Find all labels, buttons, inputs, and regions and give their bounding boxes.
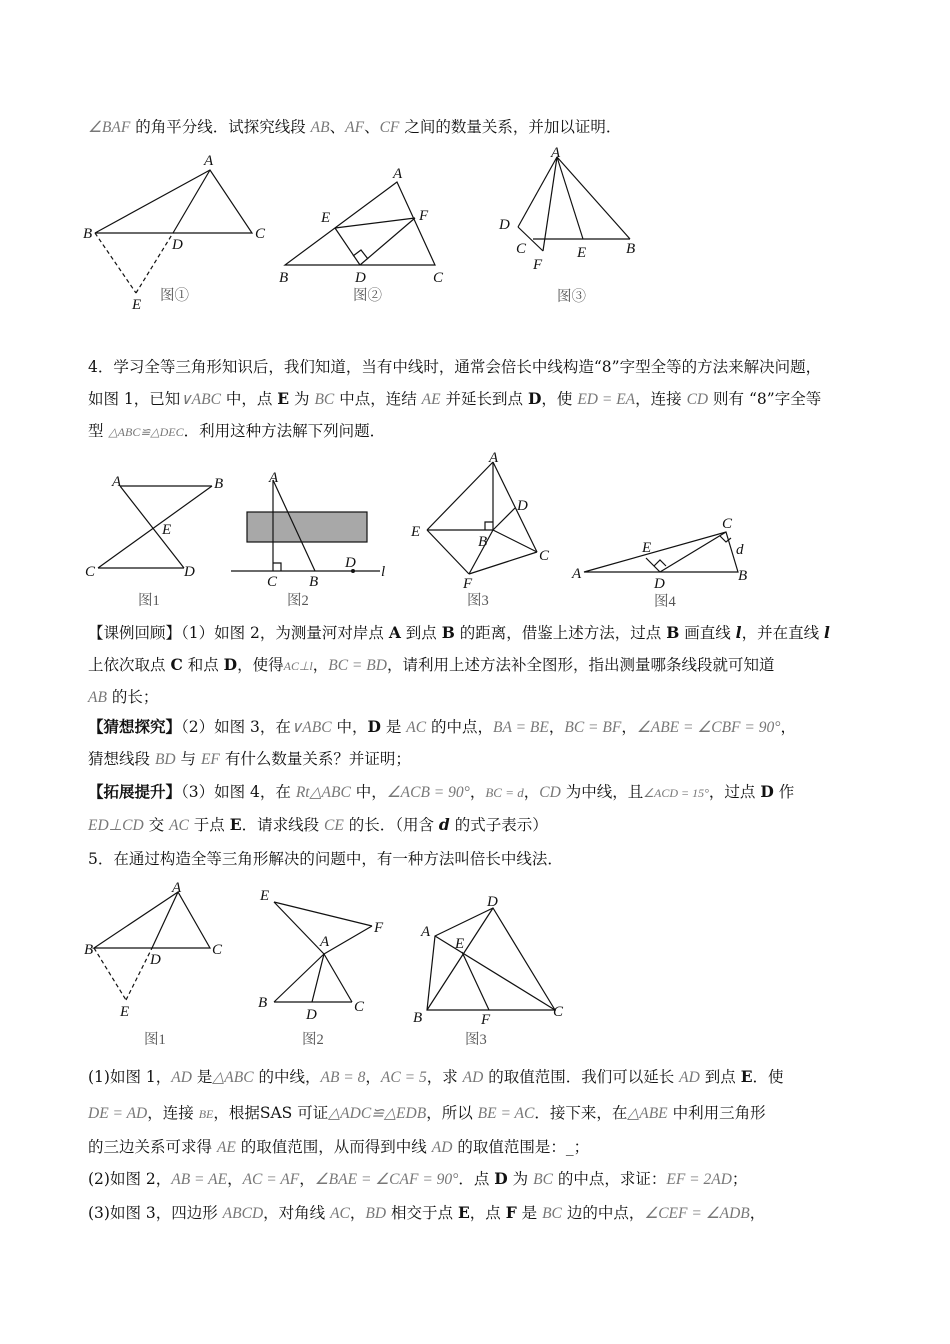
svg-text:B: B (214, 476, 224, 492)
p4-line3: 型 △ABC≌△DEC．利用这种方法解下列问题． (88, 422, 386, 440)
svg-text:C: C (255, 226, 266, 242)
svg-text:D: D (306, 1007, 317, 1023)
svg-text:E: E (120, 1004, 130, 1020)
svg-text:F: F (533, 257, 543, 273)
intro-line: ∠BAF 的角平分线．试探究线段 AB、AF、CF 之间的数量关系，并加以证明． (88, 118, 622, 136)
caption: 图2 (302, 1032, 324, 1048)
p5-figure-3 (405, 886, 585, 1050)
svg-text:d: d (736, 542, 744, 558)
math-angle-baf: ∠BAF (88, 119, 131, 136)
svg-text:E: E (260, 888, 270, 904)
p5-s1-line3: 的三边关系可求得 AE 的取值范围，从而得到中线 AD 的取值范围是：_； (88, 1138, 590, 1156)
p5-figure-1 (80, 876, 250, 1056)
caption: 图② (353, 288, 382, 304)
svg-text:B: B (626, 241, 636, 257)
svg-text:D: D (184, 564, 195, 580)
p4-q1-line1: 【课例回顾】（1）如图 2，为测量河对岸点 A 到点 B 的距离，借鉴上述方法，过点 B 画直线 l，并在直线 l (88, 623, 830, 642)
caption: 图3 (467, 593, 489, 609)
figure-2-top (275, 160, 465, 320)
p4-q1-line2: 上依次取点 C 和点 D，使得AC⊥l，BC = BD，请利用上述方法补全图形，指出测量哪条线段就可知道 (88, 655, 775, 674)
svg-text:D: D (172, 237, 183, 253)
p5-s3-line: (3)如图 3，四边形 ABCD，对角线 AC，BD 相交于点 E，点 F 是 BC 边的中点，∠CEF = ∠ADB， (88, 1203, 766, 1222)
svg-text:A: A (204, 153, 214, 169)
svg-text:E: E (455, 936, 465, 952)
p4-figure-2 (225, 468, 395, 613)
p4-line2: 如图 1，已知∨ABC 中，点 E 为 BC 中点，连结 AE 并延长到点 D，使 ED = EA，连接 CD 则有 “8”字全等 (88, 389, 822, 408)
p4-q2-line2: 猜想线段 BD 与 EF 有什么数量关系？并证明； (88, 750, 411, 768)
svg-text:B: B (478, 534, 488, 550)
svg-text:A: A (489, 450, 499, 466)
p4-q3-line2: ED⊥CD 交 AC 于点 E．请求线段 CE 的长．（用含 d 的式子表示） (88, 815, 548, 834)
svg-text:A: A (269, 470, 279, 486)
p4-q3-line1: 【拓展提升】（3）如图 4，在 Rt△ABC 中，∠ACB = 90°，BC = d，CD 为中线，且∠ACD = 15°，过点 D 作 (88, 782, 795, 801)
p4-figure-1 (80, 470, 230, 615)
svg-text:B: B (279, 270, 289, 286)
svg-text:C: C (354, 999, 365, 1015)
svg-text:E: E (321, 210, 331, 226)
svg-text:C: C (722, 516, 733, 532)
svg-text:C: C (433, 270, 444, 286)
svg-text:B: B (738, 568, 748, 584)
svg-text:A: A (320, 934, 330, 950)
svg-text:F: F (374, 920, 384, 936)
svg-text:A: A (551, 145, 561, 161)
svg-text:B: B (83, 226, 93, 242)
svg-text:B: B (84, 942, 94, 958)
caption: 图3 (465, 1032, 487, 1048)
svg-text:A: A (421, 924, 431, 940)
caption: 图③ (557, 289, 586, 305)
svg-text:F: F (419, 208, 429, 224)
svg-text:E: E (577, 245, 587, 261)
svg-text:E: E (132, 297, 142, 313)
svg-text:B: B (258, 995, 268, 1011)
svg-text:C: C (553, 1004, 564, 1020)
svg-text:B: B (309, 574, 319, 590)
p5-figure-2 (252, 880, 402, 1050)
caption: 图1 (144, 1032, 166, 1048)
svg-text:C: C (516, 241, 527, 257)
svg-text:C: C (539, 548, 550, 564)
p5-s1-line2: DE = AD，连接 BE，根据SAS 可证△ADC≌△EDB，所以 BE = AC．接下来，在△ABE 中利用三角形 (88, 1104, 766, 1122)
p4-figure-3 (405, 448, 565, 613)
svg-text:F: F (481, 1012, 491, 1028)
p5-line1: 5．在通过构造全等三角形解决的问题中，有一种方法叫倍长中线法． (88, 850, 563, 868)
svg-text:F: F (463, 576, 473, 592)
svg-text:A: A (393, 166, 403, 182)
p4-q1-line3: AB 的长； (88, 688, 159, 706)
svg-text:E: E (642, 540, 652, 556)
svg-text:l: l (381, 564, 386, 580)
p5-s2-line: (2)如图 2，AB = AE，AC = AF，∠BAE = ∠CAF = 90°．点 D 为 BC 的中点，求证：EF = 2AD； (88, 1169, 748, 1188)
p5-s1-line1: (1)如图 1，AD 是△ABC 的中线，AB = 8，AC = 5，求 AD 的取值范围．我们可以延长 AD 到点 E．使 (88, 1067, 784, 1086)
p4-q2-line1: 【猜想探究】（2）如图 3，在∨ABC 中，D 是 AC 的中点，BA = BE，BC = BF，∠ABE = ∠CBF = 90°， (88, 717, 796, 736)
svg-text:D: D (499, 217, 510, 233)
p4-figure-4 (570, 508, 760, 613)
svg-text:C: C (212, 942, 223, 958)
svg-text:E: E (411, 524, 421, 540)
svg-text:D: D (345, 555, 356, 571)
svg-text:D: D (355, 270, 366, 286)
figure-3-top (495, 145, 655, 315)
p4-line1: 4．学习全等三角形知识后，我们知道，当有中线时，通常会倍长中线构造“8”字型全等的方法来解决问题， (88, 358, 822, 376)
svg-text:D: D (654, 576, 665, 592)
svg-text:D: D (150, 952, 161, 968)
caption: 图2 (287, 593, 309, 609)
svg-text:A: A (172, 880, 182, 896)
svg-text:C: C (85, 564, 96, 580)
caption: 图1 (138, 593, 160, 609)
svg-text:E: E (162, 522, 172, 538)
svg-text:A: A (572, 566, 582, 582)
svg-text:B: B (413, 1010, 423, 1026)
svg-text:D: D (517, 498, 528, 514)
figure-1-top (80, 148, 280, 318)
svg-text:A: A (112, 474, 122, 490)
caption: 图① (160, 288, 189, 304)
svg-text:C: C (267, 574, 278, 590)
caption: 图4 (654, 594, 676, 610)
svg-text:D: D (487, 894, 498, 910)
